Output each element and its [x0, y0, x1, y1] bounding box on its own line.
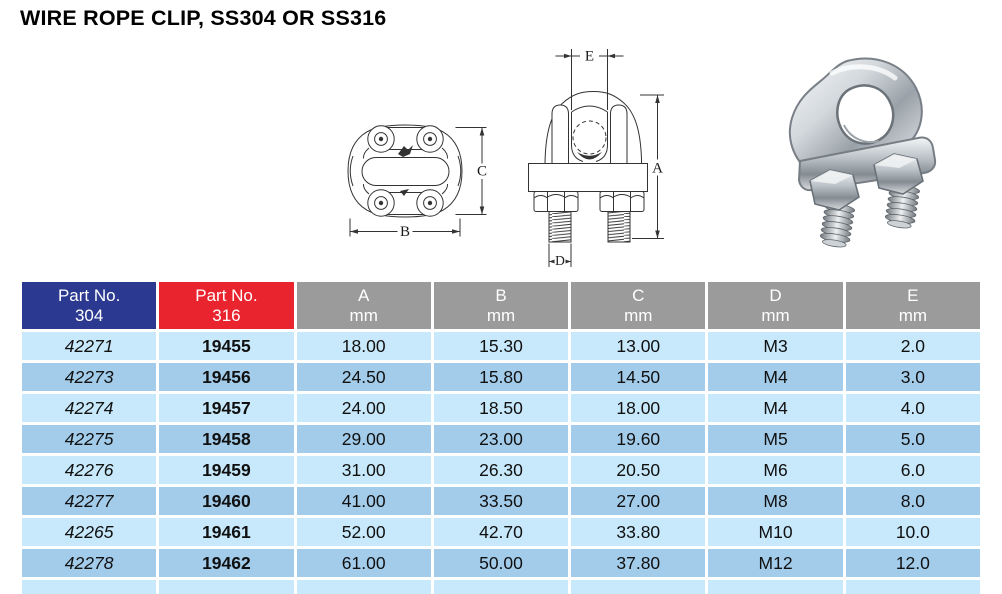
table-cell: 24.50 [297, 363, 431, 391]
table-cell: 42.70 [434, 518, 568, 546]
table-cell: 42265 [22, 518, 156, 546]
header-line2: 316 [212, 305, 241, 325]
table-cell: 20.50 [571, 456, 705, 484]
table-cell: M12 [708, 549, 842, 577]
table-cell: 12.0 [846, 549, 980, 577]
table-cell: 19.60 [571, 425, 705, 453]
header-line1: B [495, 285, 507, 305]
header-line2: mm [486, 305, 516, 325]
page-title: WIRE ROPE CLIP, SS304 OR SS316 [20, 6, 387, 30]
table-cell: M4 [708, 394, 842, 422]
table-cell: 41.00 [297, 487, 431, 515]
table-cell: 27.00 [571, 487, 705, 515]
table-cell: 8.0 [846, 487, 980, 515]
table-cell: M4 [708, 363, 842, 391]
table-cell [22, 580, 156, 594]
header-line1: D [769, 285, 782, 305]
table-cell: 33.50 [434, 487, 568, 515]
table-cell: 42273 [22, 363, 156, 391]
header-line2: mm [761, 305, 790, 325]
table-cell: 42277 [22, 487, 156, 515]
table-cell: 42276 [22, 456, 156, 484]
column-header-part-no-316 [159, 282, 293, 329]
dim-label-d: D [555, 253, 565, 268]
table-cell: 29.00 [297, 425, 431, 453]
table-cell: 15.80 [434, 363, 568, 391]
table-cell: 19462 [159, 549, 293, 577]
technical-drawing [330, 40, 710, 270]
table-cell [297, 580, 431, 594]
header-line1: Part No. [195, 285, 258, 305]
table-cell: 61.00 [297, 549, 431, 577]
table-cell: 6.0 [846, 456, 980, 484]
table-cell: 19456 [159, 363, 293, 391]
column-header-part-no-304 [22, 282, 156, 329]
header-line2: mm [349, 305, 378, 325]
front-view-drawing [529, 48, 666, 269]
top-view-drawing [348, 125, 490, 240]
column-header-e-mm [846, 282, 980, 329]
threaded-studs [549, 212, 630, 243]
header-line2: mm [624, 305, 653, 325]
dimension-b [350, 219, 460, 241]
header-line1: E [907, 285, 919, 305]
table-cell: 42278 [22, 549, 156, 577]
table-cell: 33.80 [571, 518, 705, 546]
table-cell: 18.50 [434, 394, 568, 422]
header-line2: 304 [74, 305, 104, 325]
dim-label-e: E [584, 48, 595, 65]
header-line1: Part No. [57, 285, 121, 305]
table-cell [846, 580, 980, 594]
table-cell: 18.00 [297, 332, 431, 360]
table-cell: 52.00 [297, 518, 431, 546]
table-cell: 5.0 [846, 425, 980, 453]
table-cell: M6 [708, 456, 842, 484]
dim-label-b: B [399, 224, 411, 240]
column-header-c-mm [571, 282, 705, 329]
table-cell: 2.0 [846, 332, 980, 360]
table-cell: 19461 [159, 518, 293, 546]
table-cell: 37.80 [571, 549, 705, 577]
product-photo [752, 53, 952, 249]
hex-nuts [534, 192, 644, 212]
table-cell: 42274 [22, 394, 156, 422]
table-cell: M8 [708, 487, 842, 515]
dim-label-c: C [476, 163, 488, 180]
table-cell: 26.30 [434, 456, 568, 484]
table-cell: M10 [708, 518, 842, 546]
table-cell: 42275 [22, 425, 156, 453]
table-cell [571, 580, 705, 594]
table-cell [708, 580, 842, 594]
table-cell: 23.00 [434, 425, 568, 453]
column-header-b-mm [434, 282, 568, 329]
table-cell: 24.00 [297, 394, 431, 422]
header-line2: mm [898, 305, 928, 325]
table-cell: 18.00 [571, 394, 705, 422]
table-cell: 19458 [159, 425, 293, 453]
table-cell [434, 580, 568, 594]
table-cell: 3.0 [846, 363, 980, 391]
table-cell: M5 [708, 425, 842, 453]
table-cell: 13.00 [571, 332, 705, 360]
table-cell: 31.00 [297, 456, 431, 484]
spec-table [22, 282, 980, 594]
table-cell: 14.50 [571, 363, 705, 391]
column-header-d-mm [708, 282, 842, 329]
table-cell: 10.0 [846, 518, 980, 546]
table-cell: 19455 [159, 332, 293, 360]
table-cell: 50.00 [434, 549, 568, 577]
column-header-a-mm [297, 282, 431, 329]
table-cell: 42271 [22, 332, 156, 360]
table-cell: M3 [708, 332, 842, 360]
table-cell: 19460 [159, 487, 293, 515]
header-line1: C [632, 285, 645, 305]
table-cell [159, 580, 293, 594]
dim-label-a: A [652, 160, 663, 177]
table-cell: 19457 [159, 394, 293, 422]
table-cell: 19459 [159, 456, 293, 484]
table-cell: 15.30 [434, 332, 568, 360]
dimension-d [549, 244, 571, 269]
table-cell: 4.0 [846, 394, 980, 422]
header-line1: A [358, 285, 370, 305]
